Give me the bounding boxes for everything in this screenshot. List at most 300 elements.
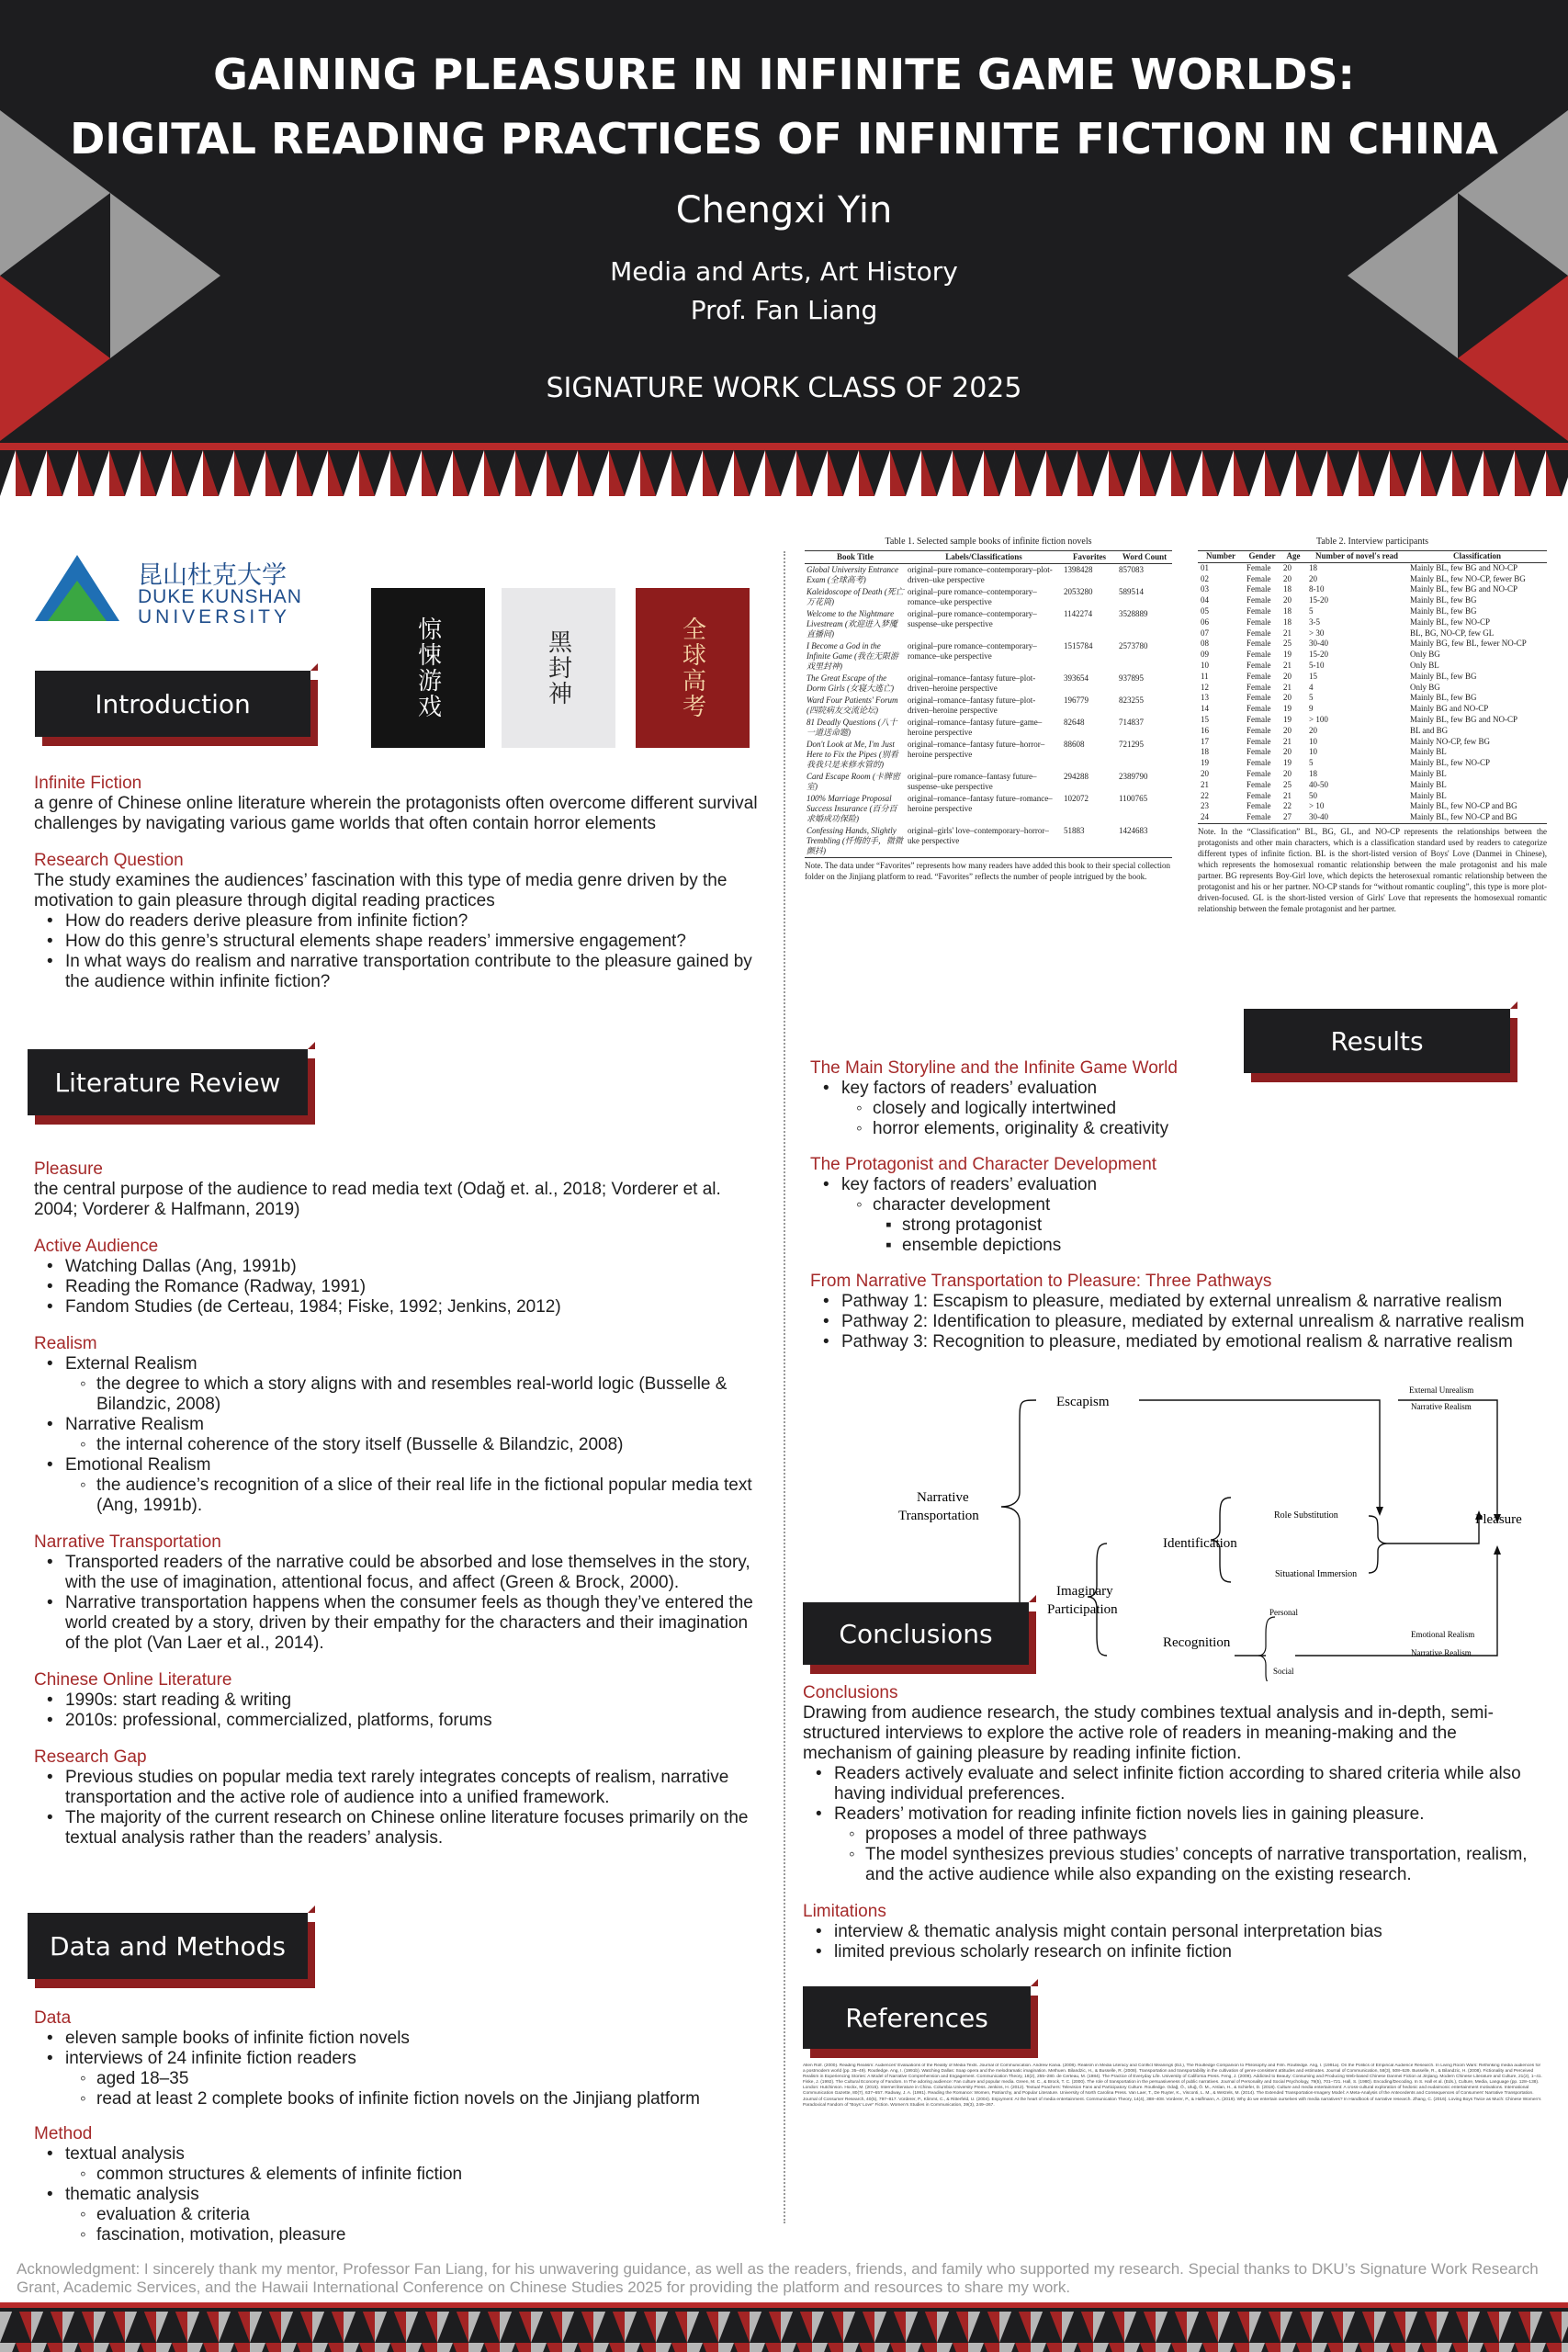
heading-limitations: Limitations xyxy=(803,1902,886,1921)
heading-data: Data xyxy=(34,2008,72,2028)
table-cell: 21 xyxy=(1283,790,1292,800)
table-cell: 05 xyxy=(1201,605,1209,616)
data-methods-body xyxy=(34,2008,769,2245)
heading-conclusions: Conclusions xyxy=(803,1683,898,1702)
table-cell: 21 xyxy=(1283,628,1292,638)
table-cell: Female xyxy=(1247,801,1271,811)
table-cell: 19 xyxy=(1283,650,1292,660)
table-header: Number xyxy=(1198,551,1244,563)
poster-title-line2: DIGITAL READING PRACTICES OF INFINITE FICTION IN CHINA xyxy=(70,114,1498,164)
table-cell: 40-50 xyxy=(1309,779,1328,789)
table-row xyxy=(1198,747,1547,758)
heading-research-gap: Research Gap xyxy=(34,1747,147,1767)
list-item: • In what ways do realism and narrative transportation contribute to the pleasure gained by the audience within infinite fiction? xyxy=(34,952,760,992)
table-cell: Mainly BL, few BG xyxy=(1410,693,1477,703)
table-cell: Mainly BL xyxy=(1410,779,1447,789)
list-item: ◦ character development xyxy=(810,1195,1545,1216)
table-cell: 21 xyxy=(1283,682,1292,692)
table-cell: 22 xyxy=(1283,801,1292,811)
list-item: • Previous studies on popular media text rarely integrates concepts of realism, narrative transportation and the active role of audience into a unified framework. xyxy=(34,1768,760,1808)
table-cell: 27 xyxy=(1283,812,1292,822)
diagram-label-emotional-realism: Emotional Realism xyxy=(1411,1630,1475,1639)
table-row xyxy=(1198,584,1547,595)
diagram-label-social: Social xyxy=(1273,1667,1294,1676)
table-cell: Mainly BL, few NO-CP and BG xyxy=(1410,801,1517,811)
table-cell: original–pure romance–contemporary–plot-driven–uke perspective xyxy=(908,565,1053,584)
table-cell: 102072 xyxy=(1064,794,1089,803)
table-cell: 20 xyxy=(1283,562,1292,572)
heading-realism: Realism xyxy=(34,1334,97,1353)
section-conclusions: Conclusions xyxy=(803,1602,1029,1665)
list-item: • Pathway 1: Escapism to pleasure, mediated by external unrealism & narrative realism xyxy=(810,1292,1545,1312)
list-item: • 2010s: professional, commercialized, platforms, forums xyxy=(34,1711,760,1731)
list-item: • 1990s: start reading & writing xyxy=(34,1690,760,1711)
diagram-label-escapism: Escapism xyxy=(1056,1395,1110,1409)
table-cell: Mainly BL, few BG and NO-CP xyxy=(1410,584,1517,594)
table-cell: 19 xyxy=(1283,758,1292,768)
table-header: Age xyxy=(1280,551,1306,563)
table-cell: 51883 xyxy=(1064,826,1085,835)
table-cell: 2053280 xyxy=(1064,587,1093,596)
table-cell: 1398428 xyxy=(1064,565,1093,574)
table-row xyxy=(805,564,1172,587)
table-cell: Mainly NO-CP, few BG xyxy=(1410,736,1490,746)
table-row xyxy=(1198,769,1547,780)
table-cell: original–romance–fantasy future–game–heroine perspective xyxy=(908,718,1043,737)
table-cell: 1424683 xyxy=(1119,826,1148,835)
table-cell: 20 xyxy=(1309,725,1317,735)
table-cell: 10 xyxy=(1309,736,1317,746)
table-row xyxy=(1198,562,1547,573)
diagram-label-role-substitution: Role Substitution xyxy=(1274,1510,1338,1521)
introduction-body xyxy=(34,774,760,992)
list-item: ◦ the internal coherence of the story itself (Busselle & Bilandzic, 2008) xyxy=(34,1435,760,1455)
header-band xyxy=(0,443,1568,450)
heading-active-audience: Active Audience xyxy=(34,1237,159,1256)
table-1-note: Note. The data under “Favorites” represents how many readers have added this book to their special collection folder on the Jinjiang platform to read. “Favorites” reflects the number of people intrigued by the book. xyxy=(805,857,1172,882)
heading-infinite-fiction: Infinite Fiction xyxy=(34,774,142,793)
table-2 xyxy=(1198,537,1547,914)
table-cell: Female xyxy=(1247,605,1271,616)
table-cell: Female xyxy=(1247,747,1271,757)
table-cell: Only BG xyxy=(1410,682,1440,692)
list-item: • Fandom Studies (de Certeau, 1984; Fiske, 1992; Jenkins, 2012) xyxy=(34,1297,760,1317)
table-cell: original–romance–fantasy future–plot-driven–heroine perspective xyxy=(908,673,1036,693)
table-cell: I Become a God in the Infinite Game (我在无限游戏里封神) xyxy=(807,641,898,671)
table-2-note: Note. In the “Classification” BL, BG, GL, and NO-CP represents the relationships between the protagonists and other main characters, which is a classification standard used by readers to categorize different types of infinite fiction. BL is the short-listed version of Boys' Love (Danmei in Chinese), which represents the homosexual romantic relationship between the male protagonist and his male partner. BG represents Boy-Girl love, which depicts the heterosexual romantic relationship between the protagonist and his or her partner. NO-CP stands for “without romantic coupling”, this type is more plot-driven-focused. GL is the short-listed version of Girls' Love that represents the homosexual romantic relationship between the female protagonist and her partner. xyxy=(1198,823,1547,914)
heading-three-pathways: From Narrative Transportation to Pleasure: Three Pathways xyxy=(810,1272,1272,1291)
table-row xyxy=(805,640,1172,673)
heading-pleasure: Pleasure xyxy=(34,1159,103,1179)
table-cell: 18 xyxy=(1283,584,1292,594)
table-cell: Only BL xyxy=(1410,660,1439,670)
poster-header xyxy=(0,0,1568,496)
table-cell: Mainly BL, few BG xyxy=(1410,671,1477,681)
table-cell: 12 xyxy=(1201,682,1209,692)
table-cell: Mainly BL xyxy=(1410,747,1447,757)
logo-line2: UNIVERSITY xyxy=(138,606,291,628)
table-row xyxy=(805,717,1172,739)
literature-review-body xyxy=(34,1159,760,1849)
table-cell: 1142274 xyxy=(1064,609,1093,618)
table-cell: original–romance–fantasy future–plot-driven–heroine perspective xyxy=(908,695,1036,715)
table-row xyxy=(1198,650,1547,661)
table-cell: original–pure romance–contemporary–suspense–uke perspective xyxy=(908,609,1037,628)
table-cell: 196779 xyxy=(1064,695,1089,705)
list-item: • Emotional Realism xyxy=(34,1455,760,1476)
table-row xyxy=(1198,726,1547,737)
diagram-label-narrative-realism-1: Narrative Realism xyxy=(1411,1402,1472,1411)
table-row xyxy=(805,608,1172,640)
table-cell: 04 xyxy=(1201,595,1209,605)
table-cell: original–pure romance–contemporary–romance–uke perspective xyxy=(908,641,1037,661)
table-cell: 88608 xyxy=(1064,740,1085,749)
diagram-label-imaginary: Imaginary xyxy=(1056,1584,1113,1599)
table-row xyxy=(805,771,1172,793)
list-item: • How do this genre’s structural elements shape readers’ immersive engagement? xyxy=(34,932,760,952)
table-cell: 82648 xyxy=(1064,718,1085,727)
table-cell: 1515784 xyxy=(1064,641,1093,650)
table-cell: 2573780 xyxy=(1119,641,1148,650)
table-cell: 14 xyxy=(1201,704,1209,714)
table-row xyxy=(805,793,1172,825)
diagram-label-pleasure: Pleasure xyxy=(1475,1512,1522,1527)
table-cell: original–pure romance–contemporary–romance–uke perspective xyxy=(908,587,1037,606)
table-cell: 02 xyxy=(1201,573,1209,583)
conclusions-text: Drawing from audience research, the study combines textual analysis and in-depth, semi-structured interviews to explore the active role of readers in meaning-making and the mechanism of gaining pleasure by reading infinite fiction. xyxy=(803,1703,1494,1763)
table-cell: Card Escape Room (卡牌密室) xyxy=(807,772,900,791)
table-cell: 5 xyxy=(1309,605,1314,616)
table-row xyxy=(1198,780,1547,791)
list-item: ▪ strong protagonist xyxy=(810,1216,1545,1236)
table-cell: BL and BG xyxy=(1410,725,1449,735)
table-cell: original–romance–fantasy future–horror–heroine perspective xyxy=(908,740,1045,759)
table-row xyxy=(1198,628,1547,639)
table-row xyxy=(1198,737,1547,748)
list-item: • textual analysis xyxy=(34,2144,769,2165)
list-item: • limited previous scholarly research on infinite fiction xyxy=(803,1942,1538,1962)
research-question-text: The study examines the audiences’ fascination with this type of media genre driven by the motivation to gain pleasure through digital reading practices xyxy=(34,871,728,910)
table-cell: 21 xyxy=(1283,660,1292,670)
book-cover-1: 惊悚游戏 xyxy=(371,588,485,748)
references-list: Allen Rolf. (2000). Reading Realism: Audiences’ Evaluations of the Reality of Media Texts. Journal of Communication. Andrew Kania. (2008). Realism in Media Literacy and Conflict Meanings (Ed.), The Routledge Companion to Philosophy and Film. Routledge. Ang, I. (1991a). On the Politics of Empirical Audience Research. In Living Room Wars: Rethinking media audiences for a postmodern world (pp. 35–49). Routledge. Ang, I. (1991b). Watching Dallas: Soap opera and the melodramatic imagination. Methuen. Bilandzic, H., & Busselle, R. (2008). Transportation and transportability in the cultivation of genre-consistent attitudes and estimates. Journal of Communication, 58(3), 508–529. Busselle, R., & Bilandzic, H. (2008). Fictionality and Perceived Realism in Experiencing Stories: A Model of Narrative Comprehension and Engagement. Communication Theory, 18(2), 255–280. de Certeau, M. (1984). The Practice of Everyday Life. University of California Press. Feng, J. (2009). Addicted to Beauty: Consuming and Producing Web-based Chinese Danmei Fiction at Jinjiang. Modern Chinese Literature and Culture, 21(2), 1–41. Fiske, J. (1992). The Cultural Economy of Fandom. In The adoring audience: Fan culture and popular media. Green, M. C., & Brock, T. C. (2000). The role of transportation in the persuasiveness of public narratives. Journal of Personality and Social Psychology, 79(5), 701–721. Hall, S. (1980). Encoding/Decoding. In S. Hall et al. (Eds.), Culture, Media, Language (pp. 128–138). London: Hutchinson. Hockx, M. (2015). Internet literature in China. Columbia University Press. Jenkins, H. (2012). Textual Poachers: Television Fans and Participatory Culture. Routledge. Odağ, Ö., Uluğ, Ö. M., Arslan, H., & Schiefer, D. (2018). Culture and media entertainment: A cross-cultural exploration of hedonic and eudaimonic entertainment motivations. International Communication Gazette, 80(7), 637–657. Radway, J. A. (1991). Reading the Romance: Women, Patriarchy, and Popular Literature. University of North Carolina Press. Van Laer, T., De Ruyter, K., Visconti, L. M., & Wetzels, M. (2014). The Extended Transportation-Imagery Model: A Meta-Analysis of the Antecedents and Consequences of Consumers' Narrative Transportation. Journal of Consumer Research, 40(5), 797–817. Vorderer, P., Klimmt, C., & Ritterfeld, U. (2004). Enjoyment: At the heart of media entertainment. Communication Theory, 14(4), 388–408. Vorderer, P., & Halfmann, A. (2019). Why do we entertain ourselves with media narratives? In Handbook of narrative research. Zhang, C. (2016). Loving Boys Twice as Much: Chinese Women’s Paradoxical Fandom of “Boys’ Love” Fiction. Women’s Studies in Communication, 39(3), 249–267. xyxy=(803,2064,1542,2108)
header-triangles xyxy=(0,450,1568,496)
heading-method: Method xyxy=(34,2124,93,2143)
table-row xyxy=(1198,812,1547,823)
table-cell: Female xyxy=(1247,790,1271,800)
table-cell: 4 xyxy=(1309,682,1314,692)
table-cell: 15-20 xyxy=(1309,650,1328,660)
table-cell: Female xyxy=(1247,758,1271,768)
table-cell: Female xyxy=(1247,714,1271,724)
table-cell: 06 xyxy=(1201,616,1209,627)
table-cell: 10 xyxy=(1309,747,1317,757)
table-cell: 01 xyxy=(1201,562,1209,572)
table-cell: 24 xyxy=(1201,812,1209,822)
table-row xyxy=(1198,715,1547,726)
section-introduction: Introduction xyxy=(35,671,310,737)
table-cell: 5 xyxy=(1309,693,1314,703)
heading-main-storyline: The Main Storyline and the Infinite Game World xyxy=(810,1058,1178,1078)
table-cell: 100% Marriage Proposal Success Insurance (百分百求婚成功保险) xyxy=(807,794,897,823)
table-cell: 2389790 xyxy=(1119,772,1148,781)
table-cell: Don't Look at Me, I'm Just Here to Fix the Pipes (别看我我只是来修水管的) xyxy=(807,740,898,769)
table-cell: original–pure romance–fantasy future–suspense–uke perspective xyxy=(908,772,1037,791)
table-cell: 13 xyxy=(1201,693,1209,703)
diagram-label-recognition: Recognition xyxy=(1163,1635,1231,1650)
list-item: • External Realism xyxy=(34,1354,760,1374)
table-cell: 20 xyxy=(1283,725,1292,735)
section-results: Results xyxy=(1244,1009,1510,1073)
diagram-label-transportation: Transportation xyxy=(898,1509,979,1523)
table-cell: Mainly BG, few BL, fewer NO-CP xyxy=(1410,639,1527,649)
table-cell: 25 xyxy=(1283,779,1292,789)
table-row xyxy=(1198,758,1547,769)
list-item: • eleven sample books of infinite fiction novels xyxy=(34,2029,769,2049)
table-cell: 20 xyxy=(1201,768,1209,778)
table-cell: Confessing Hands, Slightly Trembling (忏悔的手，微微颤抖) xyxy=(807,826,903,855)
table-cell: Kaleidoscope of Death (死亡万花筒) xyxy=(807,587,904,606)
table-cell: 714837 xyxy=(1119,718,1144,727)
table-header: Labels/Classifications xyxy=(906,551,1062,564)
list-item: ◦ proposes a model of three pathways xyxy=(803,1825,1538,1845)
table-cell: original–girls' love–contemporary–horror–uke perspective xyxy=(908,826,1049,845)
table-cell: 10 xyxy=(1201,660,1209,670)
table-header: Favorites xyxy=(1062,551,1117,564)
section-literature-review: Literature Review xyxy=(28,1049,308,1115)
table-cell: 30-40 xyxy=(1309,812,1328,822)
table-cell: Welcome to the Nightmare Livestream (欢迎进入梦魇直播间) xyxy=(807,609,897,639)
table-cell: Female xyxy=(1247,616,1271,627)
table-cell: 18 xyxy=(1201,747,1209,757)
table-cell: 589514 xyxy=(1119,587,1144,596)
table-cell: 15-20 xyxy=(1309,595,1328,605)
table-cell: 50 xyxy=(1309,790,1317,800)
table-cell: 15 xyxy=(1201,714,1209,724)
table-cell: Female xyxy=(1247,650,1271,660)
table-header: Number of novel's read xyxy=(1306,551,1407,563)
table-cell: Mainly BL, few NO-CP xyxy=(1410,758,1490,768)
diagram-label-narrative: Narrative xyxy=(917,1490,969,1505)
table-cell: 25 xyxy=(1283,639,1292,649)
table-row xyxy=(1198,617,1547,628)
table-cell: 22 xyxy=(1201,790,1209,800)
table-cell: > 30 xyxy=(1309,628,1325,638)
table-cell: 23 xyxy=(1201,801,1209,811)
table-row xyxy=(1198,606,1547,617)
table-row xyxy=(805,695,1172,717)
table-cell: Female xyxy=(1247,768,1271,778)
table-cell: 17 xyxy=(1201,736,1209,746)
table-row xyxy=(1198,693,1547,704)
list-item: • thematic analysis xyxy=(34,2185,769,2205)
list-item: • Watching Dallas (Ang, 1991b) xyxy=(34,1257,760,1277)
advisor: Prof. Fan Liang xyxy=(690,295,878,325)
table-row xyxy=(805,739,1172,771)
table-row xyxy=(1198,595,1547,606)
table-cell: Female xyxy=(1247,779,1271,789)
table-cell: 857083 xyxy=(1119,565,1144,574)
table-cell: 11 xyxy=(1201,671,1209,681)
table-cell: 81 Deadly Questions (八十一道送命题) xyxy=(807,718,897,737)
table-cell: 20 xyxy=(1283,671,1292,681)
pleasure-text: the central purpose of the audience to read media text (Odağ et. al., 2018; Vorderer et al. 2004; Vorderer & Halfmann, 2019) xyxy=(34,1180,721,1219)
table-header: Gender xyxy=(1244,551,1280,563)
table-row xyxy=(1198,683,1547,694)
table-cell: Female xyxy=(1247,660,1271,670)
table-header: Word Count xyxy=(1117,551,1172,564)
table-row xyxy=(805,586,1172,608)
table-cell: 3-5 xyxy=(1309,616,1320,627)
table-cell: 18 xyxy=(1309,768,1317,778)
list-item: ◦ evaluation & criteria xyxy=(34,2205,769,2225)
table-row xyxy=(1198,661,1547,672)
table-cell: Female xyxy=(1247,628,1271,638)
table-cell: > 10 xyxy=(1309,801,1325,811)
table-cell: 937895 xyxy=(1119,673,1144,683)
list-item: ◦ fascination, motivation, pleasure xyxy=(34,2225,769,2245)
class-label: SIGNATURE WORK CLASS OF 2025 xyxy=(546,372,1022,404)
author-name: Chengxi Yin xyxy=(675,189,893,232)
table-cell: 20 xyxy=(1283,573,1292,583)
table-cell: Female xyxy=(1247,639,1271,649)
list-item: • interviews of 24 infinite fiction readers xyxy=(34,2049,769,2069)
table-cell: Mainly BL, few NO-CP xyxy=(1410,616,1490,627)
table-cell: Female xyxy=(1247,671,1271,681)
list-item: • Narrative transportation happens when the consumer feels as though they’ve entered the world created by a story, driven by their empathy for the characters and their imagination of the plot (Van Laer et al., 2014). xyxy=(34,1593,760,1654)
table-cell: Mainly BL, few NO-CP, fewer BG xyxy=(1410,573,1526,583)
table-cell: Only BG xyxy=(1410,650,1440,660)
table-cell: 1100765 xyxy=(1119,794,1148,803)
table-cell: 19 xyxy=(1283,714,1292,724)
list-item: • key factors of readers’ evaluation xyxy=(810,1079,1545,1099)
list-item: ◦ aged 18–35 xyxy=(34,2069,769,2089)
table-cell: 09 xyxy=(1201,650,1209,660)
table-cell: Mainly BL, few BG and NO-CP xyxy=(1410,562,1517,572)
dku-logo xyxy=(35,555,329,628)
heading-chinese-online-literature: Chinese Online Literature xyxy=(34,1670,232,1690)
book-cover-3: 全球高考 xyxy=(636,588,750,748)
table-cell: Mainly BL, few BG xyxy=(1410,595,1477,605)
table-cell: 15 xyxy=(1309,671,1317,681)
table-cell: 18 xyxy=(1309,562,1317,572)
table-cell: 3528889 xyxy=(1119,609,1148,618)
table-header: Classification xyxy=(1407,551,1547,563)
conclusions-body xyxy=(803,1683,1538,1962)
intro-definition: a genre of Chinese online literature wherein the protagonists often overcome different survival challenges by navigating various game worlds that often contain horror elements xyxy=(34,794,758,833)
table-cell: Female xyxy=(1247,595,1271,605)
poster-footer xyxy=(0,2302,1568,2352)
diagram-label-narrative-realism-2: Narrative Realism xyxy=(1411,1648,1472,1657)
results-body xyxy=(810,1058,1545,1352)
column-divider xyxy=(784,551,785,2223)
section-references: References xyxy=(803,1986,1031,2049)
table-header: Book Title xyxy=(805,551,906,564)
table-cell: Mainly BL xyxy=(1410,790,1447,800)
table-cell: 20 xyxy=(1283,693,1292,703)
diagram-label-situational-immersion: Situational Immersion xyxy=(1275,1569,1358,1579)
list-item: • Transported readers of the narrative could be absorbed and lose themselves in the story, with the use of imagination, attentional focus, and affect (Green & Brock, 2000). xyxy=(34,1553,760,1593)
table-cell: 5-10 xyxy=(1309,660,1325,670)
table-cell: 30-40 xyxy=(1309,639,1328,649)
table-row xyxy=(1198,672,1547,683)
table-row xyxy=(1198,574,1547,585)
book-cover-2: 黑封神 xyxy=(502,588,615,748)
table-cell: 5 xyxy=(1309,758,1314,768)
list-item: • Pathway 3: Recognition to pleasure, mediated by emotional realism & narrative realism xyxy=(810,1332,1545,1352)
logo-cn: 昆山杜克大学 xyxy=(138,561,287,590)
list-item: ◦ read at least 2 complete books of infinite fiction novels on the Jinjiang platform xyxy=(34,2089,769,2109)
table-cell: 19 xyxy=(1283,704,1292,714)
list-item: • interview & thematic analysis might contain personal interpretation bias xyxy=(803,1922,1538,1942)
list-item: ◦ horror elements, originality & creativity xyxy=(810,1119,1545,1139)
list-item: ◦ closely and logically intertwined xyxy=(810,1099,1545,1119)
list-item: • Reading the Romance (Radway, 1991) xyxy=(34,1277,760,1297)
table-cell: Global University Entrance Exam (全球高考) xyxy=(807,565,898,584)
table-cell: Female xyxy=(1247,584,1271,594)
table-row xyxy=(1198,704,1547,715)
heading-research-question: Research Question xyxy=(34,851,184,870)
table-cell: > 100 xyxy=(1309,714,1328,724)
table-2-caption: Table 2. Interview participants xyxy=(1315,537,1429,547)
table-cell: Mainly BL, few NO-CP and BG xyxy=(1410,812,1517,822)
table-cell: The Great Escape of the Dorm Girls (女寝大逃亡) xyxy=(807,673,895,693)
table-cell: 20 xyxy=(1309,573,1317,583)
table-1-caption: Table 1. Selected sample books of infinite fiction novels xyxy=(885,537,1092,547)
table-row xyxy=(1198,801,1547,812)
table-cell: 21 xyxy=(1201,779,1209,789)
table-cell: 294288 xyxy=(1064,772,1089,781)
logo-line1: DUKE KUNSHAN xyxy=(138,586,302,607)
table-cell: Female xyxy=(1247,736,1271,746)
table-row xyxy=(1198,639,1547,650)
table-cell: 03 xyxy=(1201,584,1209,594)
table-1 xyxy=(805,537,1172,882)
table-cell: Female xyxy=(1247,725,1271,735)
heading-narrative-transportation: Narrative Transportation xyxy=(34,1532,221,1552)
diagram-label-identification: Identification xyxy=(1163,1536,1237,1551)
table-row xyxy=(1198,791,1547,802)
list-item: • The majority of the current research on Chinese online literature focuses primarily on the textual analysis rather than the readers’ analysis. xyxy=(34,1808,760,1849)
table-cell: 20 xyxy=(1283,595,1292,605)
table-cell: Mainly BL, few BG xyxy=(1410,605,1477,616)
table-cell: 08 xyxy=(1201,639,1209,649)
table-cell: 20 xyxy=(1283,747,1292,757)
table-cell: 07 xyxy=(1201,628,1209,638)
list-item: ◦ the audience’s recognition of a slice of their real life in the fictional popular media text (Ang, 1991b). xyxy=(34,1476,760,1516)
table-cell: Female xyxy=(1247,682,1271,692)
table-cell: 20 xyxy=(1283,768,1292,778)
list-item: • Narrative Realism xyxy=(34,1415,760,1435)
list-item: • Readers’ motivation for reading infinite fiction novels lies in gaining pleasure. xyxy=(803,1804,1538,1825)
table-cell: Female xyxy=(1247,562,1271,572)
diagram-label-participation: Participation xyxy=(1047,1602,1118,1617)
section-data-methods: Data and Methods xyxy=(28,1913,308,1979)
diagram-label-external-unrealism: External Unrealism xyxy=(1409,1385,1474,1395)
list-item: • Readers actively evaluate and select infinite fiction according to shared criteria while also having individual preferences. xyxy=(803,1764,1538,1804)
table-cell: 721295 xyxy=(1119,740,1144,749)
table-cell: Female xyxy=(1247,693,1271,703)
table-cell: Mainly BL, few BG and NO-CP xyxy=(1410,714,1517,724)
table-row xyxy=(805,825,1172,857)
table-cell: Ward Four Patients' Forum (四院病友交流论坛) xyxy=(807,695,898,715)
list-item: • How do readers derive pleasure from infinite fiction? xyxy=(34,911,760,932)
table-cell: Female xyxy=(1247,573,1271,583)
department: Media and Arts, Art History xyxy=(610,256,958,287)
list-item: ◦ the degree to which a story aligns with and resembles real-world logic (Busselle & Bilandzic, 2008) xyxy=(34,1374,760,1415)
diagram-label-personal: Personal xyxy=(1269,1608,1298,1617)
table-cell: Female xyxy=(1247,812,1271,822)
